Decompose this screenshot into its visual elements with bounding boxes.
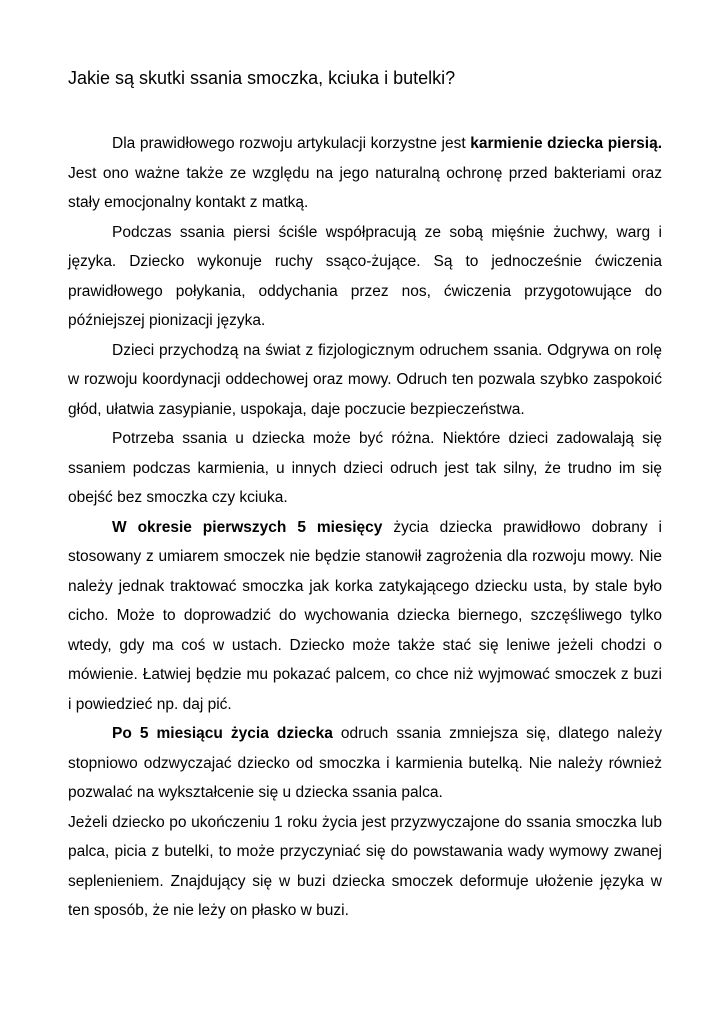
paragraph	[68, 336, 662, 425]
document-title: Jakie są skutki ssania smoczka, kciuka i butelki?	[68, 68, 456, 88]
text-run: Podczas ssania piersi ściśle współpracują ze sobą mięśnie żuchwy, warg i języka. Dziecko wykonuje ruchy ssąco-żujące. Są to jednocześnie ćwiczenia prawidłowego połykania, oddychania przez nos, ćwiczenia przygotowujące do późniejszej pionizacji języka.	[68, 223, 662, 329]
bold-text: W okresie pierwszych 5 miesięcy	[112, 518, 383, 536]
text-run: Jest ono ważne także ze względu na jego naturalną ochronę przed bakteriami oraz stały emocjonalny kontakt z matką.	[68, 164, 662, 211]
paragraph	[68, 513, 662, 720]
text-run: Potrzeba ssania u dziecka może być różna. Niektóre dzieci zadowalają się ssaniem podczas karmienia, u innych dzieci odruch jest tak silny, że trudno im się obejść bez smoczka czy kciuka.	[68, 430, 662, 506]
text-run: odruch ssania zmniejsza się, dlatego należy stopniowo odzwyczajać dziecko od smoczka i karmienia butelką. Nie należy również pozwalać na wykształcenie się u dziecka ssania palca.	[68, 725, 662, 801]
text-run: życia dziecka prawidłowo dobrany i stosowany z umiarem smoczek nie będzie stanowił zagrożenia dla rozwoju mowy. Nie należy jednak traktować smoczka jak korka zatykającego dziecku usta, by stale było cicho. Może to doprowadzić do wychowania dziecka biernego, szczęśliwego tylko wtedy, gdy ma coś w ustach. Dziecko może także stać się leniwe jeżeli chodzi o mówienie. Łatwiej będzie mu pokazać palcem, co chce niż wyjmować smoczek z buzi i powiedzieć np. daj pić.	[68, 518, 662, 713]
paragraph	[68, 808, 662, 926]
paragraph	[68, 719, 662, 808]
text-run: Jeżeli dziecko po ukończeniu 1 roku życia jest przyzwyczajone do ssania smoczka lub palca, picia z butelki, to może przyczyniać się do powstawania wady wymowy zwanej seplenieniem. Znajdujący się w buzi dziecka smoczek deformuje ułożenie języka w ten sposób, że nie leży on płasko w buzi.	[68, 813, 662, 919]
paragraph	[68, 218, 662, 336]
document-page	[68, 66, 662, 926]
bold-text: karmienie dziecka piersią.	[470, 135, 662, 152]
text-run: Dzieci przychodzą na świat z fizjologicznym odruchem ssania. Odgrywa on rolę w rozwoju koordynacji oddechowej oraz mowy. Odruch ten pozwala szybko zaspokoić głód, ułatwia zasypianie, uspokaja, daje poczucie bezpieczeństwa.	[68, 341, 662, 418]
paragraph	[68, 424, 662, 513]
paragraph	[68, 129, 662, 218]
document-body	[68, 129, 662, 926]
text-run: Dla prawidłowego rozwoju artykulacji korzystne jest	[112, 135, 471, 152]
bold-text: Po 5 miesiącu życia dziecka	[112, 725, 333, 742]
